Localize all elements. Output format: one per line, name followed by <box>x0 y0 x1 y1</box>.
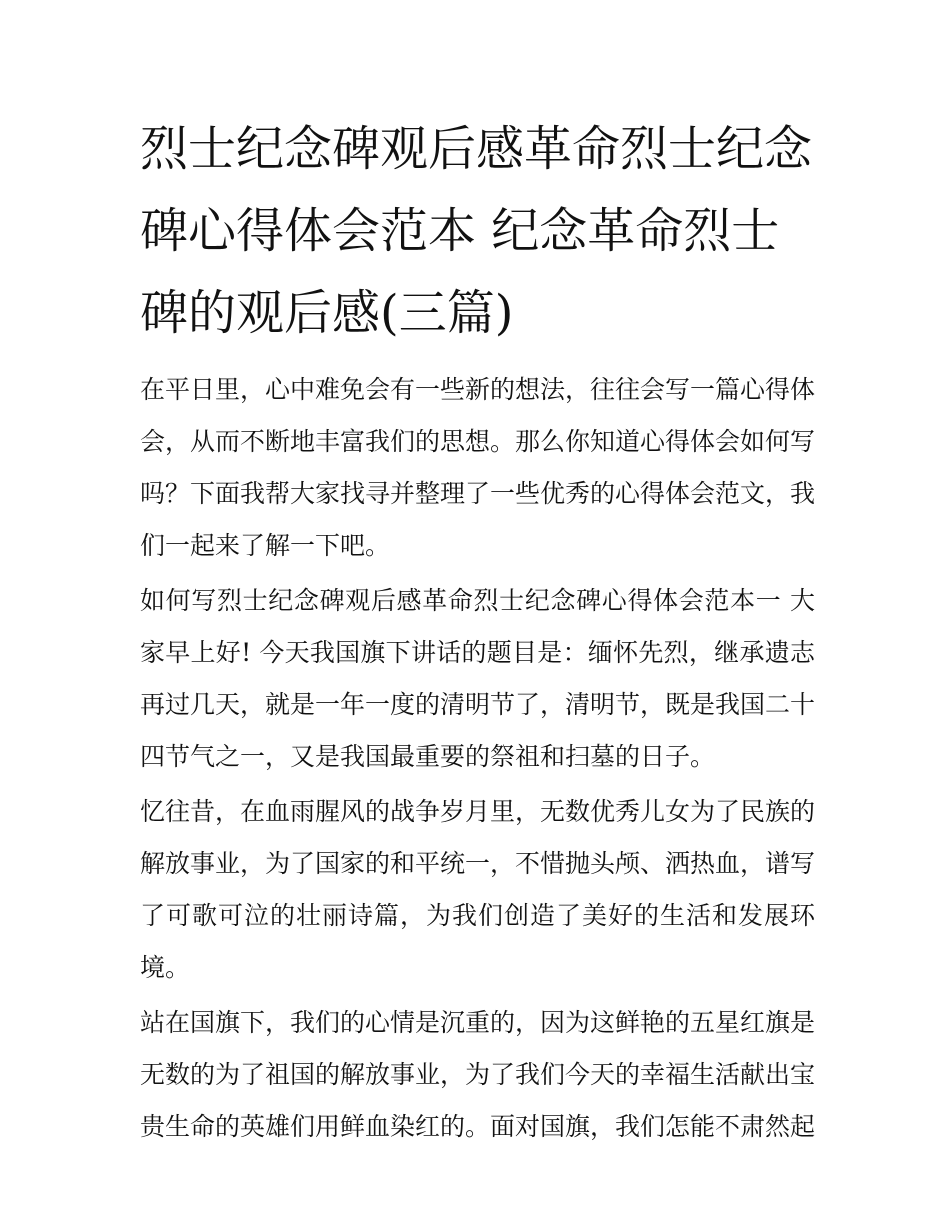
paragraph-flag: 站在国旗下，我们的心情是沉重的，因为这鲜艳的五星红旗是无数的为了祖国的解放事业，为了我们今天的幸福生活献出宝贵生命的英雄们用鲜血染红的。面对国旗，我们怎能不肃然起 <box>140 1008 816 1141</box>
paragraph-speech-opening: 如何写烈士纪念碑观后感革命烈士纪念碑心得体会范本一 大家早上好! 今天我国旗下讲话的题目是：缅怀先烈，继承遗志再过几天，就是一年一度的清明节了，清明节，既是我国二十四节气之一，又是我国最重要的祭祖和扫墓的日子。 <box>140 586 816 771</box>
paragraph-intro: 在平日里，心中难免会有一些新的想法，往往会写一篇心得体会，从而不断地丰富我们的思想。那么你知道心得体会如何写吗？下面我帮大家找寻并整理了一些优秀的心得体会范文，我们一起来了解一下吧。 <box>140 375 816 560</box>
document-title: 烈士纪念碑观后感革命烈士纪念碑心得体会范本 纪念革命烈士碑的观后感(三篇) <box>140 121 813 341</box>
paragraph-history: 忆往昔，在血雨腥风的战争岁月里，无数优秀儿女为了民族的解放事业，为了国家的和平统一，不惜抛头颅、洒热血，谱写了可歌可泣的壮丽诗篇，为我们创造了美好的生活和发展环境。 <box>140 797 816 982</box>
document-page <box>140 108 815 1156</box>
